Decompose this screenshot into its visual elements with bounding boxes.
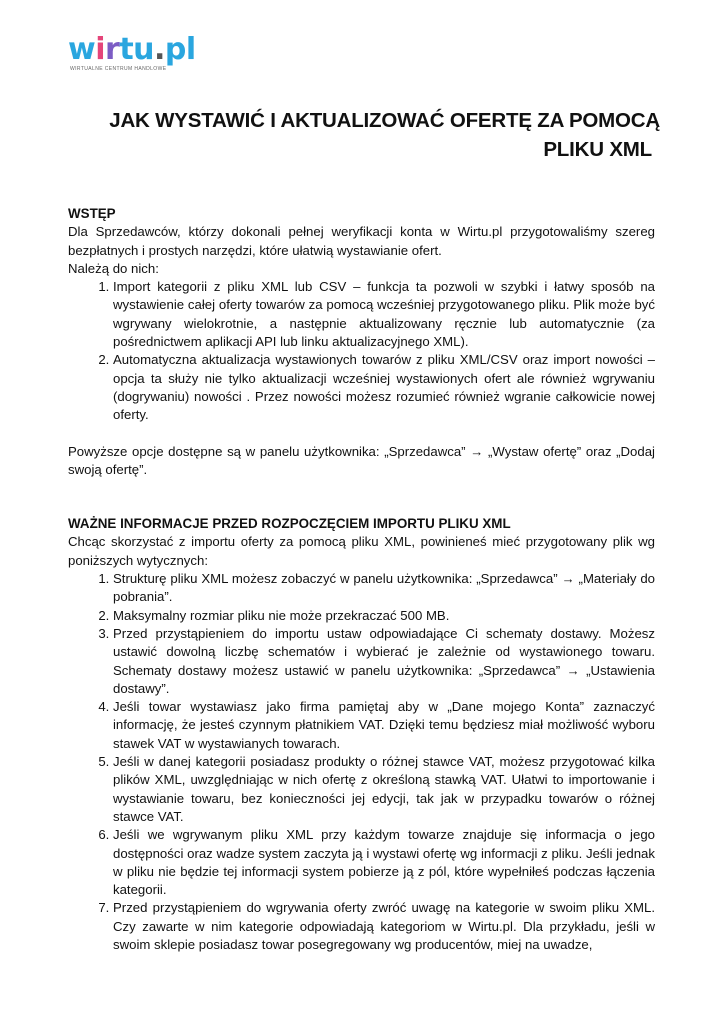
document-title	[68, 106, 660, 164]
logo-tagline: WIRTUALNE CENTRUM HANDLOWE	[70, 66, 167, 72]
intro-list	[68, 278, 655, 424]
wirtu-logo	[68, 34, 208, 84]
list-item: 4. Jeśli towar wystawiasz jako firma pamiętaj aby w „Dane mojego Konta” zaznaczyć informację, że jesteś czynnym płatnikiem VAT. Dzięki temu będziesz miał możliwość wyboru stawek VAT w wystawianych towarach.	[113, 698, 655, 753]
document-body	[68, 205, 655, 954]
logo-wordmark: wirtu.pl	[68, 32, 196, 67]
list-item: 1. Import kategorii z pliku XML lub CSV – funkcja ta pozwoli w szybki i łatwy sposób na wystawienie całej oferty towarów za pomocą wcześniej przygotowanego pliku. Plik może być wgrywany wielokrotnie, a następnie aktualizowany ręcznie lub automatycznie (za pośrednictwem aplikacji API lub linku aktualizacyjnego XML).	[113, 278, 655, 351]
intro-list-lead: Należą do nich:	[68, 260, 159, 276]
list-item: 6. Jeśli we wgrywanym pliku XML przy każdym towarze znajduje się informacja o jego dostępności oraz wadze system zaczyta ją i wystawi ofertę wg informacji z pliku. Jeśli jednak w pliku nie będzie tej informacji system pobierze ją z pól, które wypełniłeś podczas łączenia kategorii.	[113, 826, 655, 899]
list-item: 7. Przed przystąpieniem do wgrywania oferty zwróć uwagę na kategorie w swoim pliku XML. Czy zawarte w nim kategorie odpowiadają kategoriom w Wirtu.pl. Dla przykładu, jeśli w swoim sklepie posiadasz towar posegregowany wg producentów, miej na uwadze,	[113, 899, 655, 954]
list-item: 2. Automatyczna aktualizacja wystawionych towarów z pliku XML/CSV oraz import nowości – opcja ta służy nie tylko aktualizacji wcześniej wystawionych ofert ale również wgrywaniu (dogrywaniu) nowości . Przez nowości możesz rozumieć również wgranie całkowicie nowej oferty.	[113, 351, 655, 424]
important-paragraph: Chcąc skorzystać z importu oferty za pomocą pliku XML, powinieneś mieć przygotowany plik wg poniższych wytycznych:	[68, 534, 655, 568]
intro-paragraph: Dla Sprzedawców, którzy dokonali pełnej weryfikacji konta w Wirtu.pl przygotowaliśmy szereg bezpłatnych i prostych narzędzi, które ułatwią wystawianie ofert.	[68, 224, 655, 258]
list-item: 3. Przed przystąpieniem do importu ustaw odpowiadające Ci schematy dostawy. Możesz ustawić dowolną liczbę schematów i wybierać je zależnie od wystawionego towaru. Schematy dostawy możesz ustawić w panelu użytkownika: „Sprzedawca” → „Ustawienia dostawy”.	[113, 625, 655, 698]
important-heading: WAŻNE INFORMACJE PRZED ROZPOCZĘCIEM IMPORTU PLIKU XML	[68, 516, 511, 532]
list-item: 1. Strukturę pliku XML możesz zobaczyć w panelu użytkownika: „Sprzedawca” → „Materiały do pobrania”.	[113, 570, 655, 607]
title-line-1: JAK WYSTAWIĆ I AKTUALIZOWAĆ OFERTĘ ZA POMOCĄ	[109, 109, 660, 132]
list-item: 5. Jeśli w danej kategorii posiadasz produkty o różnej stawce VAT, możesz przygotować kilka plików XML, uwzględniając w nich ofertę z określoną stawką VAT. Ułatwi to importowanie i wystawianie towaru, bez konieczności jej edycji, tak jak w przypadku towarów o różnej stawce VAT.	[113, 753, 655, 826]
list-item: 2. Maksymalny rozmiar pliku nie może przekraczać 500 MB.	[113, 607, 655, 625]
intro-heading: WSTĘP	[68, 206, 116, 221]
title-line-2: PLIKU XML	[543, 138, 652, 161]
intro-closing: Powyższe opcje dostępne są w panelu użytkownika: „Sprzedawca” → „Wystaw ofertę” oraz „Dodaj swoją ofertę”.	[68, 443, 655, 477]
important-list	[68, 570, 655, 954]
